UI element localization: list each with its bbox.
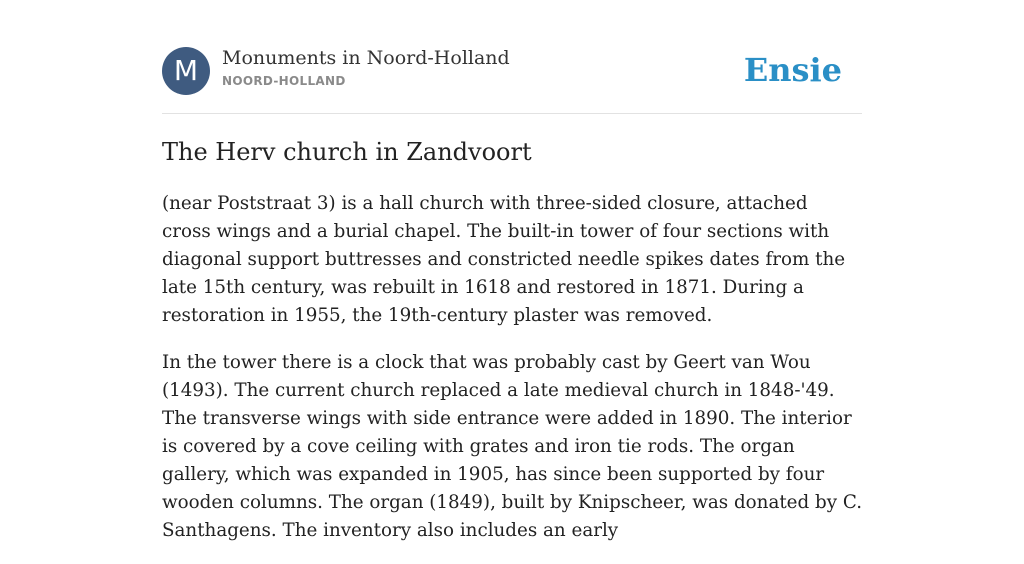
site-avatar[interactable]: M bbox=[162, 47, 210, 95]
site-title[interactable]: Monuments in Noord-Holland bbox=[222, 47, 510, 69]
article-title: The Herv church in Zandvoort bbox=[162, 138, 532, 166]
article-body bbox=[162, 190, 862, 564]
article-paragraph: In the tower there is a clock that was probably cast by Geert van Wou (1493). The current church replaced a late medieval church in 1848-'49. The transverse wings with side entrance were added in 1890. The interior is covered by a cove ceiling with grates and iron tie rods. The organ gallery, which was expanded in 1905, has since been supported by four wooden columns. The organ (1849), built by Knipscheer, was donated by C. Santhagens. The inventory also includes an early bbox=[162, 352, 863, 541]
site-subtitle[interactable]: NOORD-HOLLAND bbox=[222, 74, 346, 88]
page-container bbox=[162, 0, 863, 541]
ensie-logo[interactable]: Ensie bbox=[743, 51, 842, 89]
article-paragraph: (near Poststraat 3) is a hall church with three-sided closure, attached cross wings and a burial chapel. The built-in tower of four sections with diagonal support buttresses and constricted needle spikes dates from the late 15th century, was rebuilt in 1618 and restored in 1871. During a restoration in 1955, the 19th-century plaster was removed. bbox=[162, 193, 846, 326]
site-header bbox=[162, 0, 862, 114]
